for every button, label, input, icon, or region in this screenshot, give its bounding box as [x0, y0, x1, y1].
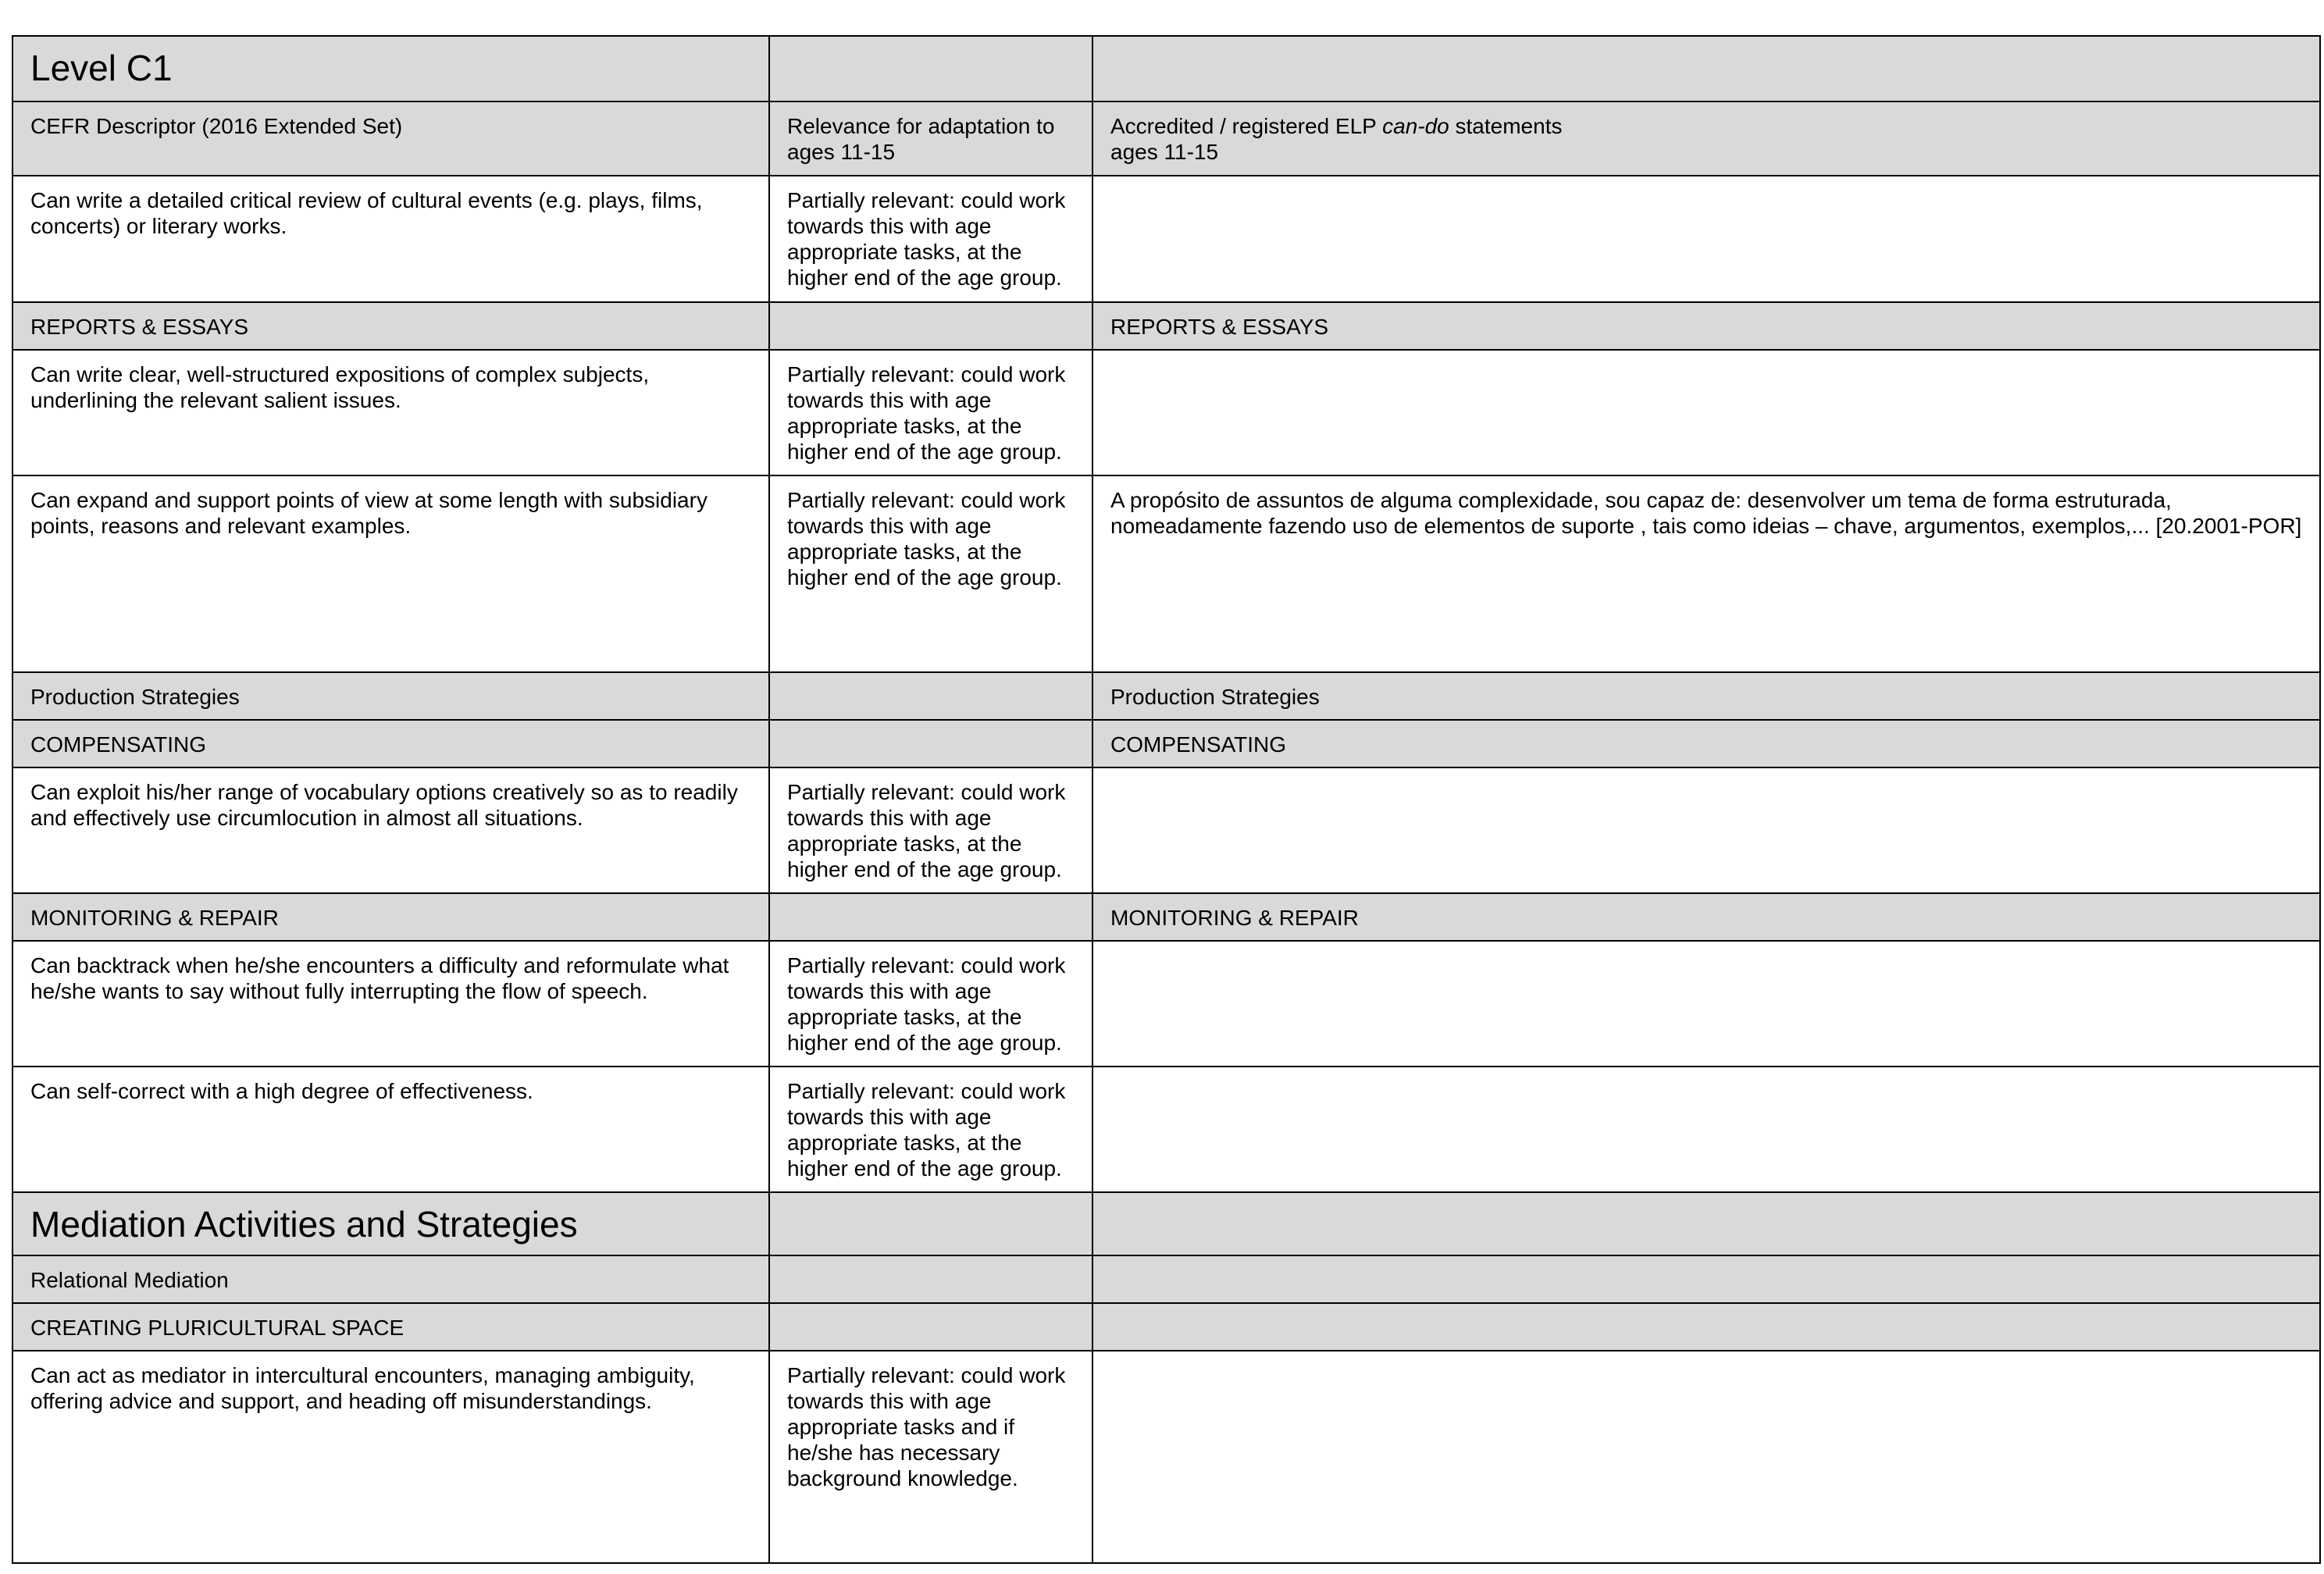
level-title-cell: [12, 36, 769, 101]
elp-cell: [1092, 1351, 2320, 1563]
section-row-compensating: [12, 720, 2320, 767]
elp-cell: [1092, 176, 2320, 302]
relevance-cell: Partially relevant: could work towards this with age appropriate tasks, at the higher end of the age group.: [769, 475, 1092, 672]
elp-cell: [1092, 767, 2320, 893]
header-relevance: Relevance for adaptation to ages 11-15: [769, 101, 1092, 176]
descriptor-cell: Can write a detailed critical review of cultural events (e.g. plays, films, concerts) or literary works.: [12, 176, 769, 302]
section-row-production-strategies: [12, 672, 2320, 720]
descriptor-cell: Can expand and support points of view at some length with subsidiary points, reasons and relevant examples.: [12, 475, 769, 672]
section-label: Production Strategies: [12, 672, 769, 720]
header-elp-italic: can-do: [1382, 114, 1449, 138]
empty-cell: [1092, 1255, 2320, 1303]
mediation-title-cell: [12, 1192, 769, 1255]
descriptor-cell: Can exploit his/her range of vocabulary options creatively so as to readily and effectively use circumlocution in almost all situations.: [12, 767, 769, 893]
mediation-title: Mediation Activities and Strategies: [30, 1204, 578, 1245]
descriptor-cell: Can write clear, well-structured expositions of complex subjects, underlining the relevant salient issues.: [12, 350, 769, 475]
table-row: [12, 176, 2320, 302]
section-row-pluricultural: [12, 1303, 2320, 1351]
empty-cell: [769, 1255, 1092, 1303]
elp-cell: [1092, 1067, 2320, 1192]
relevance-cell: Partially relevant: could work towards this with age appropriate tasks, at the higher end of the age group.: [769, 1067, 1092, 1192]
section-row-reports: [12, 302, 2320, 350]
descriptor-cell: Can act as mediator in intercultural encounters, managing ambiguity, offering advice and support, and heading off misunderstandings.: [12, 1351, 769, 1563]
empty-cell: [769, 893, 1092, 941]
mediation-title-row: [12, 1192, 2320, 1255]
header-elp: [1092, 101, 2320, 176]
header-elp-suffix: statements: [1449, 114, 1563, 138]
relevance-cell: Partially relevant: could work towards this with age appropriate tasks, at the higher end of the age group.: [769, 941, 1092, 1067]
section-label-elp: REPORTS & ESSAYS: [1092, 302, 2320, 350]
table-row: [12, 767, 2320, 893]
empty-cell: [1092, 1303, 2320, 1351]
relevance-cell: Partially relevant: could work towards this with age appropriate tasks, at the higher end of the age group.: [769, 767, 1092, 893]
table-row: [12, 941, 2320, 1067]
section-row-relational: [12, 1255, 2320, 1303]
level-title: Level C1: [30, 48, 173, 88]
section-label: Relational Mediation: [12, 1255, 769, 1303]
elp-cell: A propósito de assuntos de alguma complexidade, sou capaz de: desenvolver um tema de forma estruturada, nomeadamente fazendo uso de elementos de suporte , tais como ideias – chave, argumentos, exemplos,... [20.2001-POR]: [1092, 475, 2320, 672]
section-label: MONITORING & REPAIR: [12, 893, 769, 941]
section-label-elp: COMPENSATING: [1092, 720, 2320, 767]
level-title-row: [12, 36, 2320, 101]
empty-cell: [769, 672, 1092, 720]
section-label-elp: Production Strategies: [1092, 672, 2320, 720]
empty-cell: [769, 302, 1092, 350]
elp-cell: [1092, 941, 2320, 1067]
empty-cell: [769, 1303, 1092, 1351]
empty-cell: [1092, 36, 2320, 101]
empty-cell: [769, 1192, 1092, 1255]
table-row: [12, 475, 2320, 672]
section-row-monitoring: [12, 893, 2320, 941]
header-descriptor: CEFR Descriptor (2016 Extended Set): [12, 101, 769, 176]
section-label: REPORTS & ESSAYS: [12, 302, 769, 350]
header-row: [12, 101, 2320, 176]
header-elp-ages: ages 11-15: [1110, 140, 1219, 164]
relevance-cell: Partially relevant: could work towards this with age appropriate tasks, at the higher end of the age group.: [769, 350, 1092, 475]
section-label: COMPENSATING: [12, 720, 769, 767]
relevance-cell: Partially relevant: could work towards this with age appropriate tasks and if he/she has necessary background knowledge.: [769, 1351, 1092, 1563]
empty-cell: [769, 36, 1092, 101]
section-label: CREATING PLURICULTURAL SPACE: [12, 1303, 769, 1351]
header-elp-prefix: Accredited / registered ELP: [1110, 114, 1383, 138]
section-label-elp: MONITORING & REPAIR: [1092, 893, 2320, 941]
descriptor-table: [12, 35, 2321, 1564]
table-row: [12, 1067, 2320, 1192]
relevance-cell: Partially relevant: could work towards this with age appropriate tasks, at the higher end of the age group.: [769, 176, 1092, 302]
empty-cell: [1092, 1192, 2320, 1255]
descriptor-cell: Can self-correct with a high degree of effectiveness.: [12, 1067, 769, 1192]
table-row: [12, 350, 2320, 475]
table-row: [12, 1351, 2320, 1563]
descriptor-cell: Can backtrack when he/she encounters a difficulty and reformulate what he/she wants to say without fully interrupting the flow of speech.: [12, 941, 769, 1067]
empty-cell: [769, 720, 1092, 767]
elp-cell: [1092, 350, 2320, 475]
